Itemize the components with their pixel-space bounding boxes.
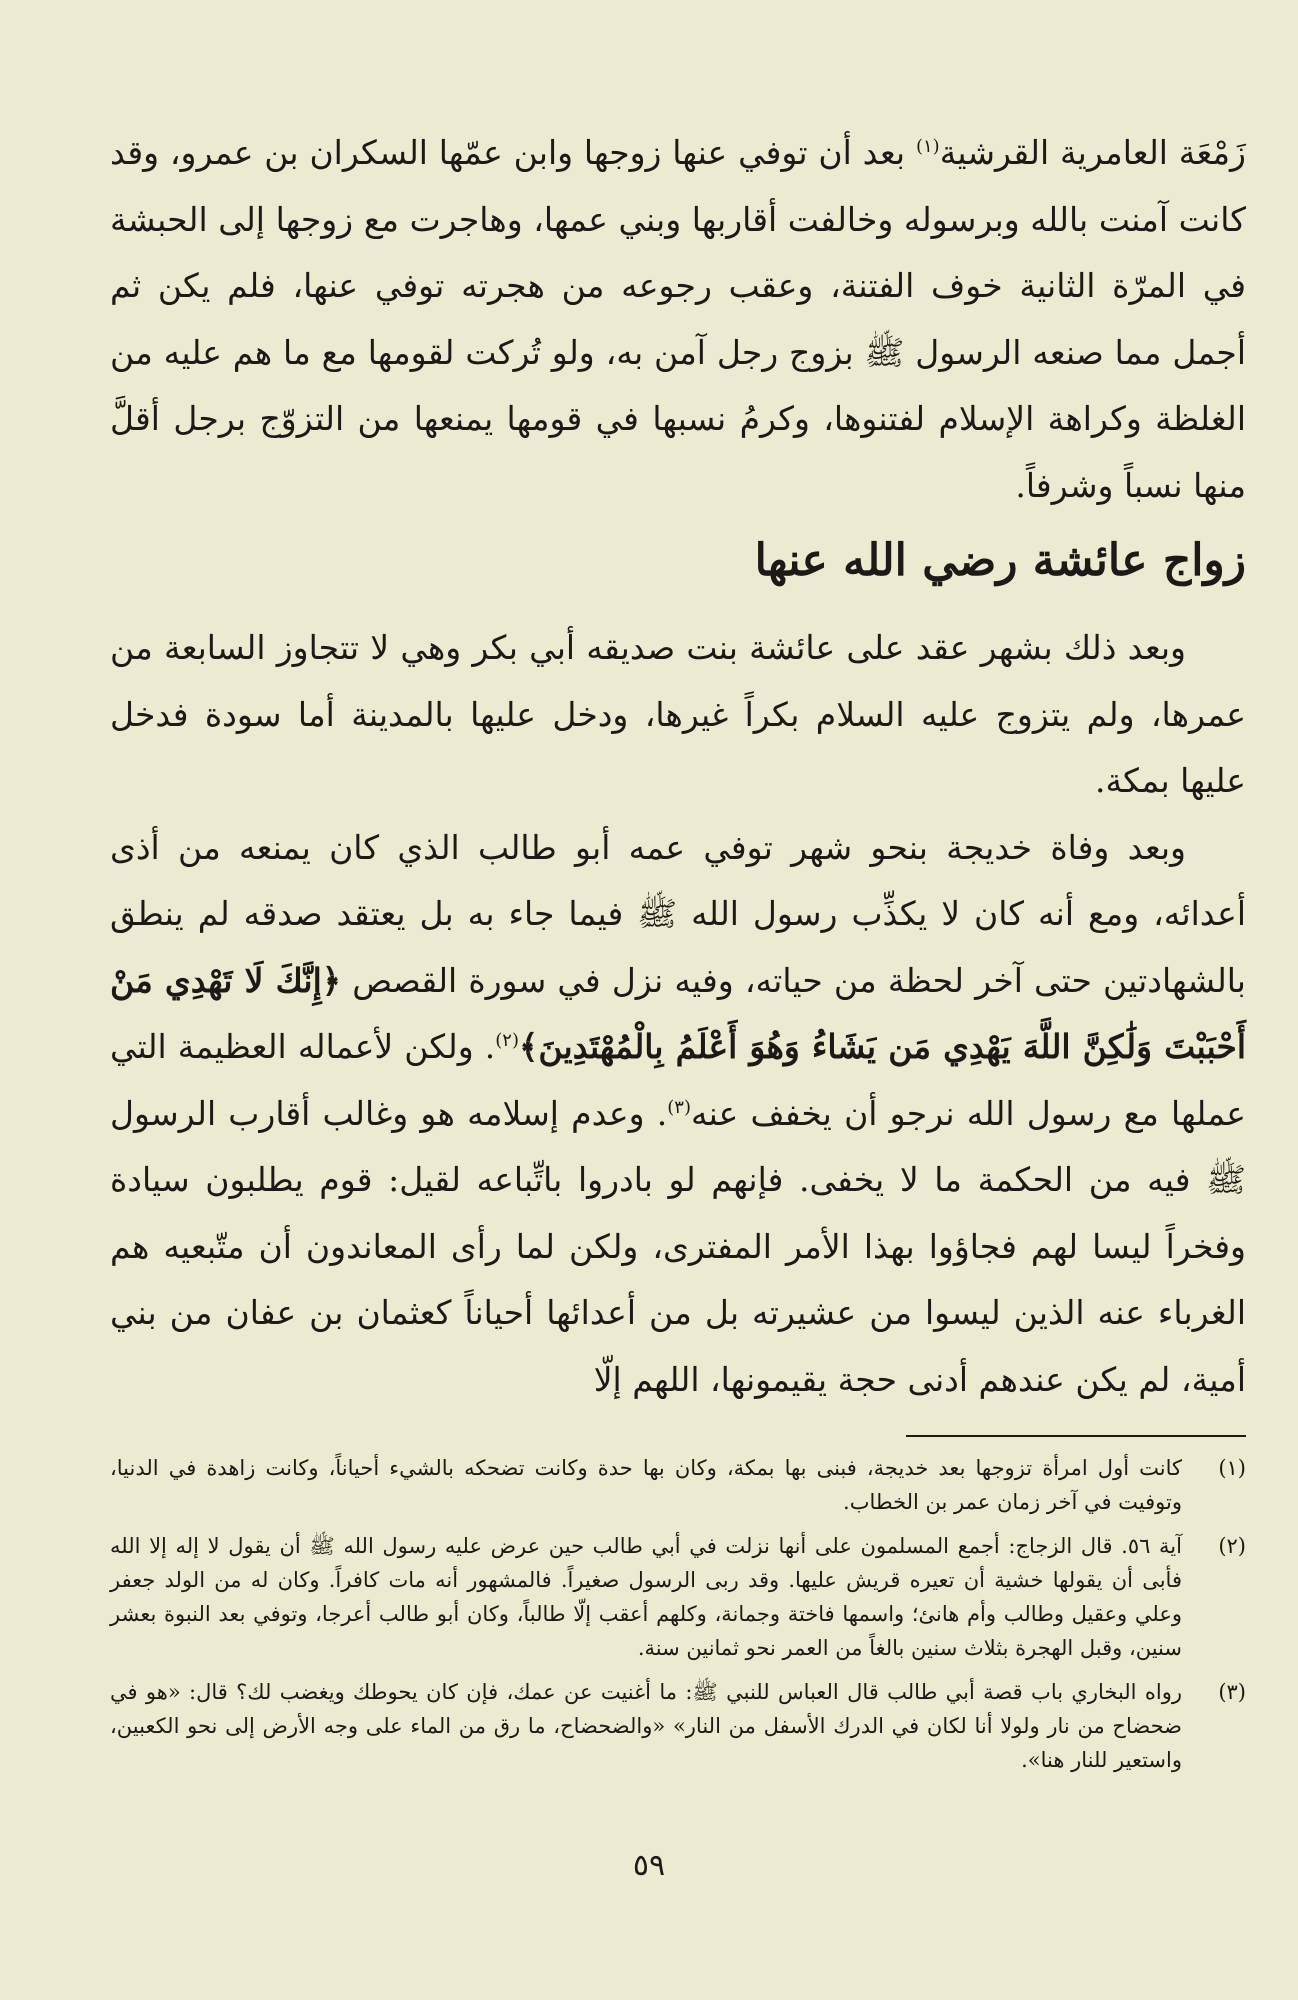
footnote-1 (110, 1451, 1246, 1519)
page-number: ٥٩ (632, 1848, 666, 1883)
paragraph-text: زَمْعَة العامرية القرشية (939, 133, 1246, 172)
quran-verse: ﴿إِنَّكَ لَا تَهْدِي مَنْ أَحْبَبْتَ وَلَٰكِنَّ اللَّهَ يَهْدِي مَن يَشَاءُ وَهُوَ أَعْلَمُ بِالْمُهْتَدِينَ﴾ (110, 960, 1246, 1066)
footnote-number: (٢) (1218, 1534, 1246, 1558)
section-heading: زواج عائشة رضي الله عنها (754, 535, 1246, 586)
footnote-3 (110, 1675, 1246, 1777)
paragraph-text: بعد أن توفي عنها زوجها وابن عمّها السكران بن عمرو، وقد كانت آمنت بالله وبرسوله وخالفت أقاربها وبني عمها، وهاجرت مع زوجها إلى الحبشة في المرّة الثانية خوف الفتنة، وعقب رجوعه من هجرته توفي عنها، فلم يكن ثم أجمل مما صنعه الرسول ﷺ بزوج رجل آمن به، ولو تُركت لقومها مع ما هم عليه من الغلظة وكراهة الإسلام لفتنوها، وكرمُ نسبها في قومها يمنعها من التزوّج برجل أقلَّ منها نسباً وشرفاً. (110, 133, 1246, 505)
paragraph-text: . ولكن لأعماله العظيمة التي عملها مع رسول الله نرجو أن يخفف عنه (110, 1027, 1246, 1133)
footnote-2 (110, 1529, 1246, 1665)
footnote-text: رواه البخاري باب قصة أبي طالب قال العباس للنبي ﷺ: ما أغنيت عن عمك، فإن كان يحوطك ويغضب لك؟ قال: «هو في ضحضاح من نار ولولا أنا لكان في الدرك الأسفل من النار» «والضحضاح، ما رق من الماء على وجه الأرض إلى نحو الكعبين، واستعير للنار هنا». (110, 1680, 1182, 1772)
paragraph-sawda (110, 120, 1246, 519)
footnote-number: (٣) (1218, 1680, 1246, 1704)
footnote-number: (١) (1218, 1456, 1246, 1480)
main-text (110, 120, 1246, 1413)
footnote-text: آية ٥٦. قال الزجاج: أجمع المسلمون على أنها نزلت في أبي طالب حين عرض عليه رسول الله ﷺ أن يقول لا إله إلا الله فأبى أن يقولها خشية أن تعيره قريش عليها. وقد ربى الرسول صغيراً. فالمشهور أنه مات كافراً. وكان له من الولد جعفر وعلي وعقيل وطالب وأم هانئ؛ واسمها فاختة وجمانة، وكلهم أعقب إلّا طالباً، وكان أبو طالب أعرجا، وتوفي بعد النبوة بعشر سنين، وقبل الهجرة بثلاث سنين بالغاً من العمر نحو ثمانين سنة. (110, 1534, 1182, 1660)
footnote-divider (906, 1435, 1246, 1437)
footnote-text: كانت أول امرأة تزوجها بعد خديجة، فبنى بها بمكة، وكان بها حدة وكانت تضحكه بالشيء أحياناً، وكانت زاهدة في الدنيا، وتوفيت في آخر زمان عمر بن الخطاب. (110, 1456, 1182, 1514)
footnote-ref-2[interactable]: (٢) (495, 1030, 519, 1051)
paragraph-text: . وعدم إسلامه هو وغالب أقارب الرسول ﷺ فيه من الحكمة ما لا يخفى. فإنهم لو بادروا باتِّباعه لقيل: قوم يطلبون سيادة وفخراً ليسا لهم فجاؤوا بهذا الأمر المفترى، ولكن لما رأى المعاندون أن متّبعيه هم الغرباء عنه الذين ليسوا من عشيرته بل من أعدائها أحياناً كعثمان بن عفان من بني أمية، لم يكن عندهم أدنى حجة يقيمونها، اللهم إلّا (110, 1093, 1246, 1399)
footnote-ref-1[interactable]: (١) (915, 136, 940, 157)
footnote-ref-3[interactable]: (٣) (667, 1096, 691, 1118)
paragraph-text: وبعد وفاة خديجة بنحو شهر توفي عمه أبو طالب الذي كان يمنعه من أذى أعدائه، ومع أنه كان لا يكذِّب رسول الله ﷺ فيما جاء به بل يعتقد صدقه لم ينطق بالشهادتين حتى آخر لحظة من حياته، وفيه نزل في سورة القصص (110, 827, 1246, 1000)
paragraph-aisha: وبعد ذلك بشهر عقد على عائشة بنت صديقه أبي بكر وهي لا تتجاوز السابعة من عمرها، ولم يتزوج عليه السلام بكراً غيرها، ودخل عليها بالمدينة أما سودة فدخل عليها بمكة. (110, 628, 1246, 800)
paragraph-abu-talib (110, 815, 1246, 1414)
footnotes (110, 1451, 1246, 1777)
